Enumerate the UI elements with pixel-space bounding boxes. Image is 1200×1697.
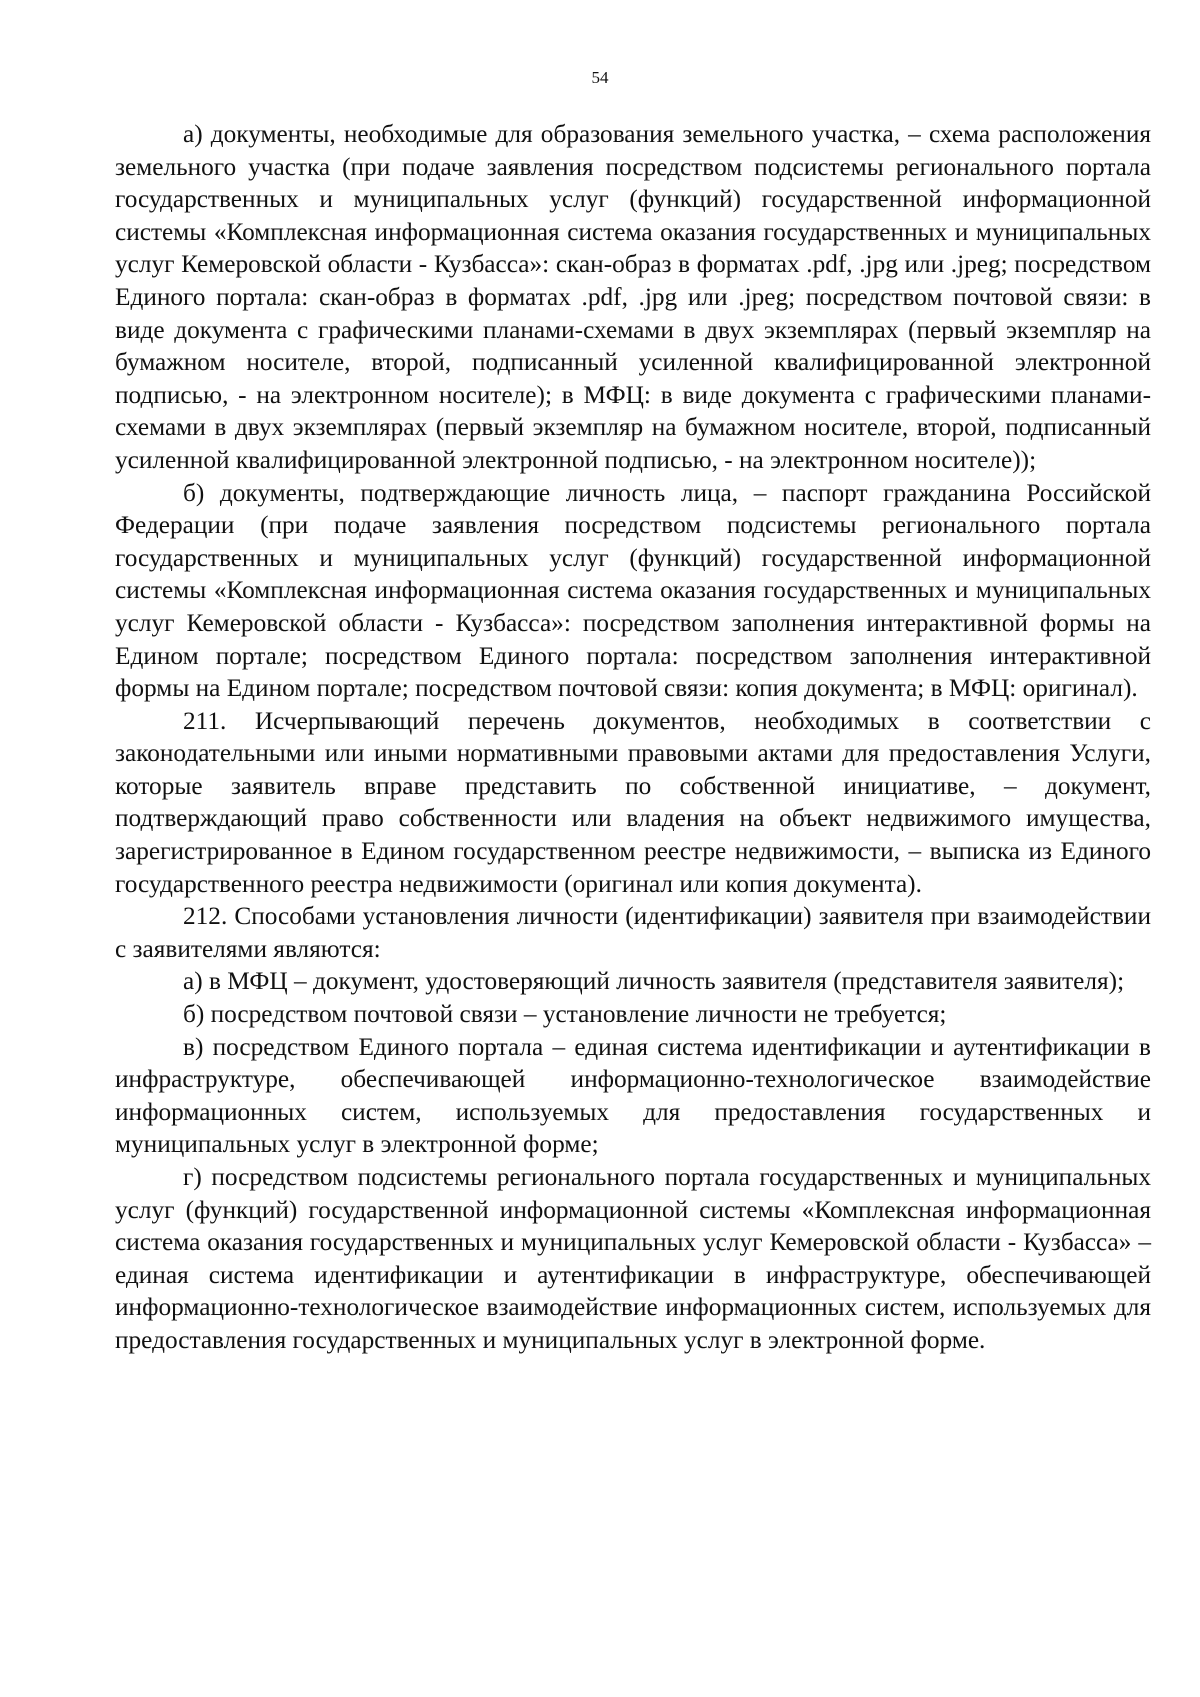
list-item-c-unified-portal: в) посредством Единого портала – единая система идентификации и аутентификации в инфраструктуре, обеспечивающей информационно-технологическое взаимодействие информационных систем, используемых для предоставления государственных и муниципальных услуг в электронной форме; (115, 1032, 1151, 1159)
paragraph-a-land-plot-documents: а) документы, необходимые для образования земельного участка, – схема расположения земельного участка (при подаче заявления посредством подсистемы регионального портала государственных и муниципальных услуг (функций) государственной информационной системы «Комплексная информационная система оказания государственных и муниципальных услуг Кемеровской области - Кузбасса»: скан-образ в форматах .pdf, .jpg или .jpeg; посредством Единого портала: скан-образ в форматах .pdf, .jpg или .jpeg; посредством почтовой связи: в виде документа с графическими планами-схемами в двух экземплярах (первый экземпляр на бумажном носителе, второй, подписанный усиленной квалифицированной электронной подписью, - на электронном носителе); в МФЦ: в виде документа с графическими планами-схемами в двух экземплярах (первый экземпляр на бумажном носителе, второй, подписанный усиленной квалифицированной электронной подписью, - на электронном носителе)); (115, 120, 1151, 474)
paragraph-212-identification-methods: 212. Способами установления личности (идентификации) заявителя при взаимодействии с заявителями являются: (115, 902, 1151, 963)
page-number: 54 (591, 68, 609, 87)
list-item-b-postal: б) посредством почтовой связи – установление личности не требуется; (183, 1000, 947, 1029)
paragraph-b-identity-documents: б) документы, подтверждающие личность лица, – паспорт гражданина Российской Федерации (при подаче заявления посредством подсистемы регионального портала государственных и муниципальных услуг (функций) государственной информационной системы «Комплексная информационная система оказания государственных и муниципальных услуг Кемеровской области - Кузбасса»: посредством заполнения интерактивной формы на Едином портале; посредством Единого портала: посредством заполнения интерактивной формы на Едином портале; посредством почтовой связи: копия документа; в МФЦ: оригинал). (115, 478, 1151, 703)
paragraph-211-document-list: 211. Исчерпывающий перечень документов, необходимых в соответствии с законодательными или иными нормативными правовыми актами для предоставления Услуги, которые заявитель вправе представить по собственной инициативе, – документ, подтверждающий право собственности или владения на объект недвижимого имущества, зарегистрированное в Едином государственном реестре недвижимости, – выписка из Единого государственного реестра недвижимости (оригинал или копия документа). (115, 706, 1151, 898)
list-item-d-regional-portal: г) посредством подсистемы регионального портала государственных и муниципальных услуг (функций) государственной информационной системы «Комплексная информационная система оказания государственных и муниципальных услуг Кемеровской области - Кузбасса» – единая система идентификации и аутентификации в инфраструктуре, обеспечивающей информационно-технологическое взаимодействие информационных систем, используемых для предоставления государственных и муниципальных услуг в электронной форме. (115, 1163, 1151, 1354)
document-body (115, 118, 1151, 1357)
list-item-a-mfc: а) в МФЦ – документ, удостоверяющий личность заявителя (представителя заявителя); (183, 967, 1125, 996)
